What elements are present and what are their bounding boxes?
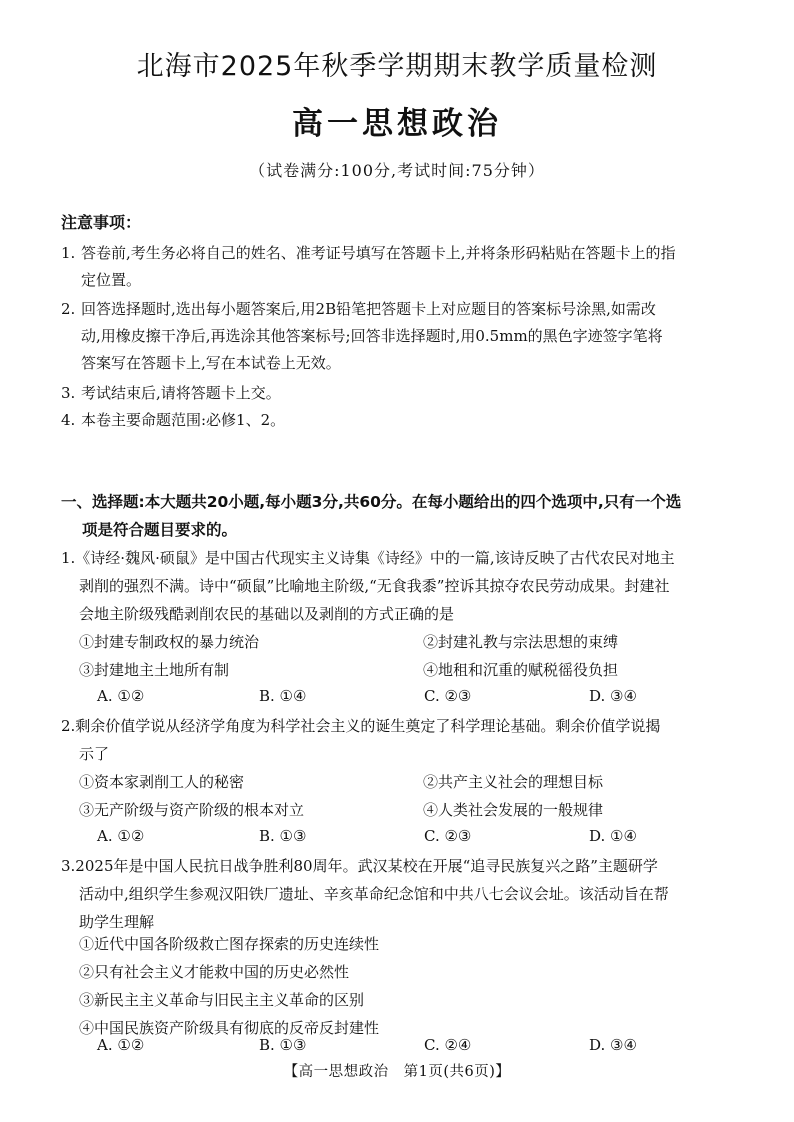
notice-number: 3. xyxy=(61,384,76,402)
section-heading xyxy=(61,488,741,544)
notice-number: 4. xyxy=(61,411,76,429)
question-2-choice: ④人类社会发展的一般规律 xyxy=(423,801,604,819)
question-3-stem: 活动中,组织学生参观汉阳铁厂遗址、辛亥革命纪念馆和中共八七会议会址。该活动旨在帮 xyxy=(79,885,669,903)
notice-item-3 xyxy=(61,380,736,407)
question-3-option-c: C. ②④ xyxy=(424,1036,472,1054)
question-2-option-a: A. ①② xyxy=(97,827,145,845)
question-3-option-a: A. ①② xyxy=(97,1036,145,1054)
question-2-choice: ②共产主义社会的理想目标 xyxy=(423,773,604,791)
notice-number: 1. xyxy=(61,244,76,262)
question-3-stem: 3.2025年是中国人民抗日战争胜利80周年。武汉某校在开展“追寻民族复兴之路”主题研学 xyxy=(61,857,658,875)
exam-info: （试卷满分:100分,考试时间:75分钟） xyxy=(249,161,545,180)
question-2-option-b: B. ①③ xyxy=(259,827,307,845)
notice-number: 2. xyxy=(61,300,76,318)
page-footer: 【高一思想政治 第1页(共6页)】 xyxy=(283,1064,511,1080)
question-1-stem: 会地主阶级残酷剥削农民的基础以及剥削的方式正确的是 xyxy=(79,605,455,623)
section-heading-line: 项是符合题目要求的。 xyxy=(82,521,238,539)
question-1-option-d: D. ③④ xyxy=(589,687,637,705)
question-3-option-d: D. ③④ xyxy=(589,1036,637,1054)
question-1-choice: ①封建专制政权的暴力统治 xyxy=(79,633,260,651)
question-3-option-b: B. ①③ xyxy=(259,1036,307,1054)
question-3-choice: ①近代中国各阶级救亡图存探索的历史连续性 xyxy=(79,935,380,953)
question-1-option-c: C. ②③ xyxy=(424,687,472,705)
question-3-stem: 助学生理解 xyxy=(79,913,155,931)
question-2-stem: 示了 xyxy=(79,745,110,763)
question-1-option-b: B. ①④ xyxy=(259,687,307,705)
notice-item-4 xyxy=(61,407,736,434)
question-3-choice: ④中国民族资产阶级具有彻底的反帝反封建性 xyxy=(79,1019,380,1037)
section-heading-line: 一、选择题:本大题共20小题,每小题3分,共60分。在每小题给出的四个选项中,只有一个选 xyxy=(61,493,682,511)
question-2-choice: ③无产阶级与资产阶级的根本对立 xyxy=(79,801,305,819)
question-2-option-d: D. ①④ xyxy=(589,827,637,845)
notice-title: 注意事项： xyxy=(61,213,142,232)
question-1-stem: 剥削的强烈不满。诗中“硕鼠”比喻地主阶级,“无食我黍”控诉其掠夺农民劳动成果。封建社 xyxy=(79,577,670,595)
notice-text: 考试结束后,请将答题卡上交。 xyxy=(81,384,281,402)
question-3-choice: ③新民主主义革命与旧民主主义革命的区别 xyxy=(79,991,365,1009)
notice-item-2 xyxy=(61,296,736,377)
question-3-choice: ②只有社会主义才能救中国的历史必然性 xyxy=(79,963,350,981)
notice-item-1 xyxy=(61,240,736,294)
question-1-stem: 1.《诗经·魏风·硕鼠》是中国古代现实主义诗集《诗经》中的一篇,该诗反映了古代农民对地主 xyxy=(61,549,675,567)
notice-text: 动,用橡皮擦干净后,再选涂其他答案标号;回答非选择题时,用0.5mm的黑色字迹签字笔将 xyxy=(81,327,663,345)
notice-text: 定位置。 xyxy=(81,271,142,289)
subject-title: 高一思想政治 xyxy=(292,106,502,142)
question-2-option-c: C. ②③ xyxy=(424,827,472,845)
notice-text: 本卷主要命题范围:必修1、2。 xyxy=(81,411,286,429)
notice-text: 回答选择题时,选出每小题答案后,用2B铅笔把答题卡上对应题目的答案标号涂黑,如需改 xyxy=(81,300,656,318)
question-2-stem: 2.剩余价值学说从经济学角度为科学社会主义的诞生奠定了科学理论基础。剩余价值学说揭 xyxy=(61,717,661,735)
question-2-choice: ①资本家剥削工人的秘密 xyxy=(79,773,245,791)
question-1-choice: ②封建礼教与宗法思想的束缚 xyxy=(423,633,619,651)
question-1-option-a: A. ①② xyxy=(97,687,145,705)
exam-title: 北海市2025年秋季学期期末教学质量检测 xyxy=(136,51,658,82)
question-1-choice: ③封建地主土地所有制 xyxy=(79,661,230,679)
notice-text: 答卷前,考生务必将自己的姓名、准考证号填写在答题卡上,并将条形码粘贴在答题卡上的指 xyxy=(81,244,676,262)
notice-text: 答案写在答题卡上,写在本试卷上无效。 xyxy=(81,354,341,372)
question-1-choice: ④地租和沉重的赋税徭役负担 xyxy=(423,661,619,679)
